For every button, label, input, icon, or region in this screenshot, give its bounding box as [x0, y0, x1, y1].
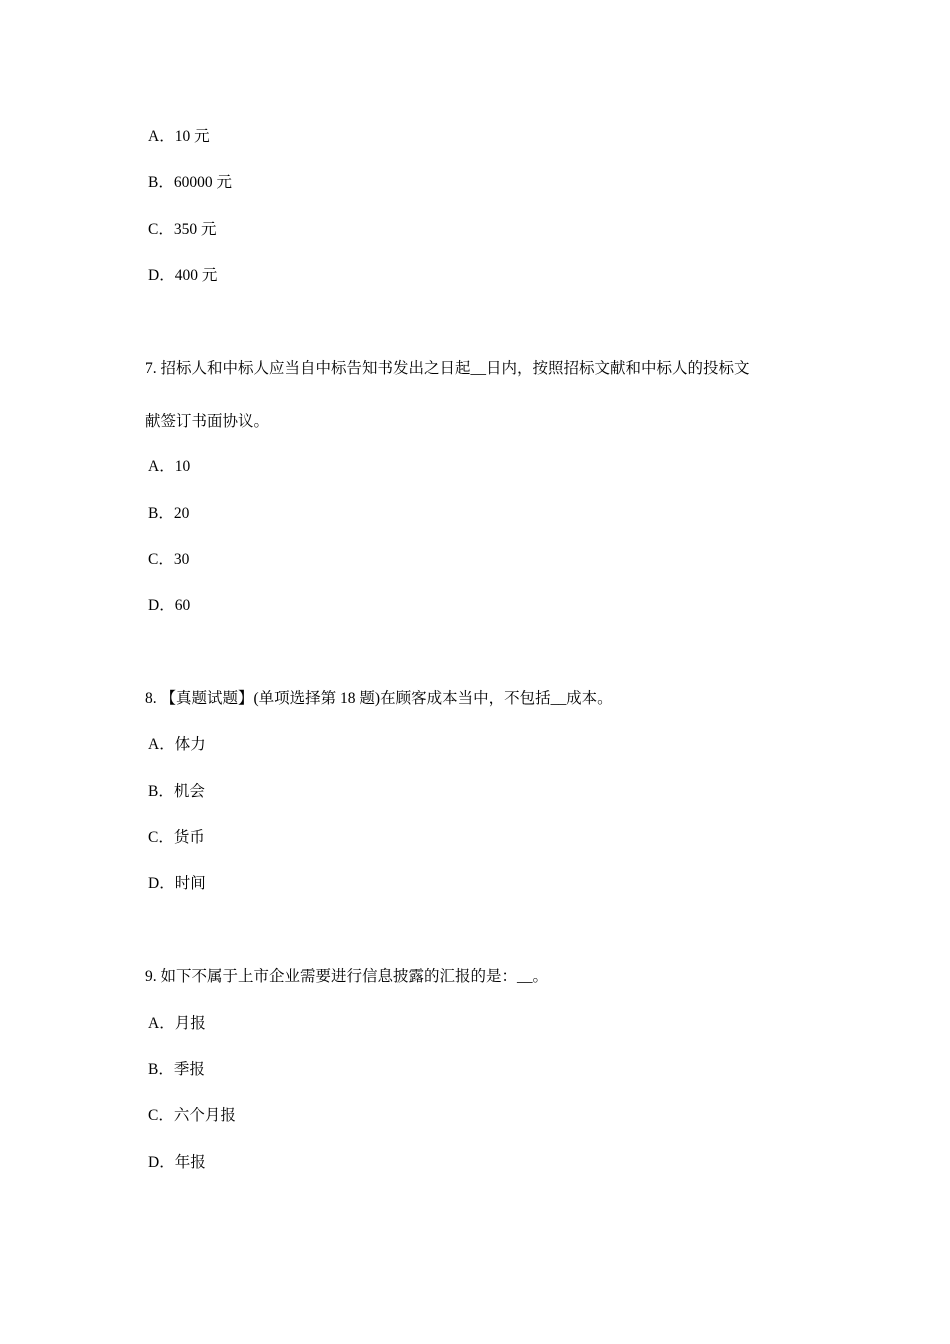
option-d: D．时间: [148, 875, 206, 892]
option-d: D．60: [148, 597, 191, 614]
option-a: A．10 元: [148, 128, 210, 145]
option-b: B．60000 元: [148, 174, 232, 191]
option-b: B．20: [148, 505, 190, 522]
question-stem-continued: 献签订书面协议。: [145, 413, 270, 430]
option-c: C．货币: [148, 829, 205, 846]
option-a: A．10: [148, 458, 191, 475]
question-stem: 7. 招标人和中标人应当自中标告知书发出之日起__日内，按照招标文献和中标人的投标文: [145, 360, 750, 377]
option-a: A．体力: [148, 736, 206, 753]
option-d: D．年报: [148, 1154, 206, 1171]
option-d: D．400 元: [148, 267, 218, 284]
option-c: C．六个月报: [148, 1107, 236, 1124]
option-a: A．月报: [148, 1015, 206, 1032]
option-b: B．季报: [148, 1061, 205, 1078]
option-c: C．350 元: [148, 221, 217, 238]
question-stem: 9. 如下不属于上市企业需要进行信息披露的汇报的是：__。: [145, 968, 549, 985]
option-b: B．机会: [148, 783, 205, 800]
question-stem: 8. 【真题试题】(单项选择第 18 题)在顾客成本当中，不包括__成本。: [145, 690, 613, 707]
option-c: C．30: [148, 551, 190, 568]
